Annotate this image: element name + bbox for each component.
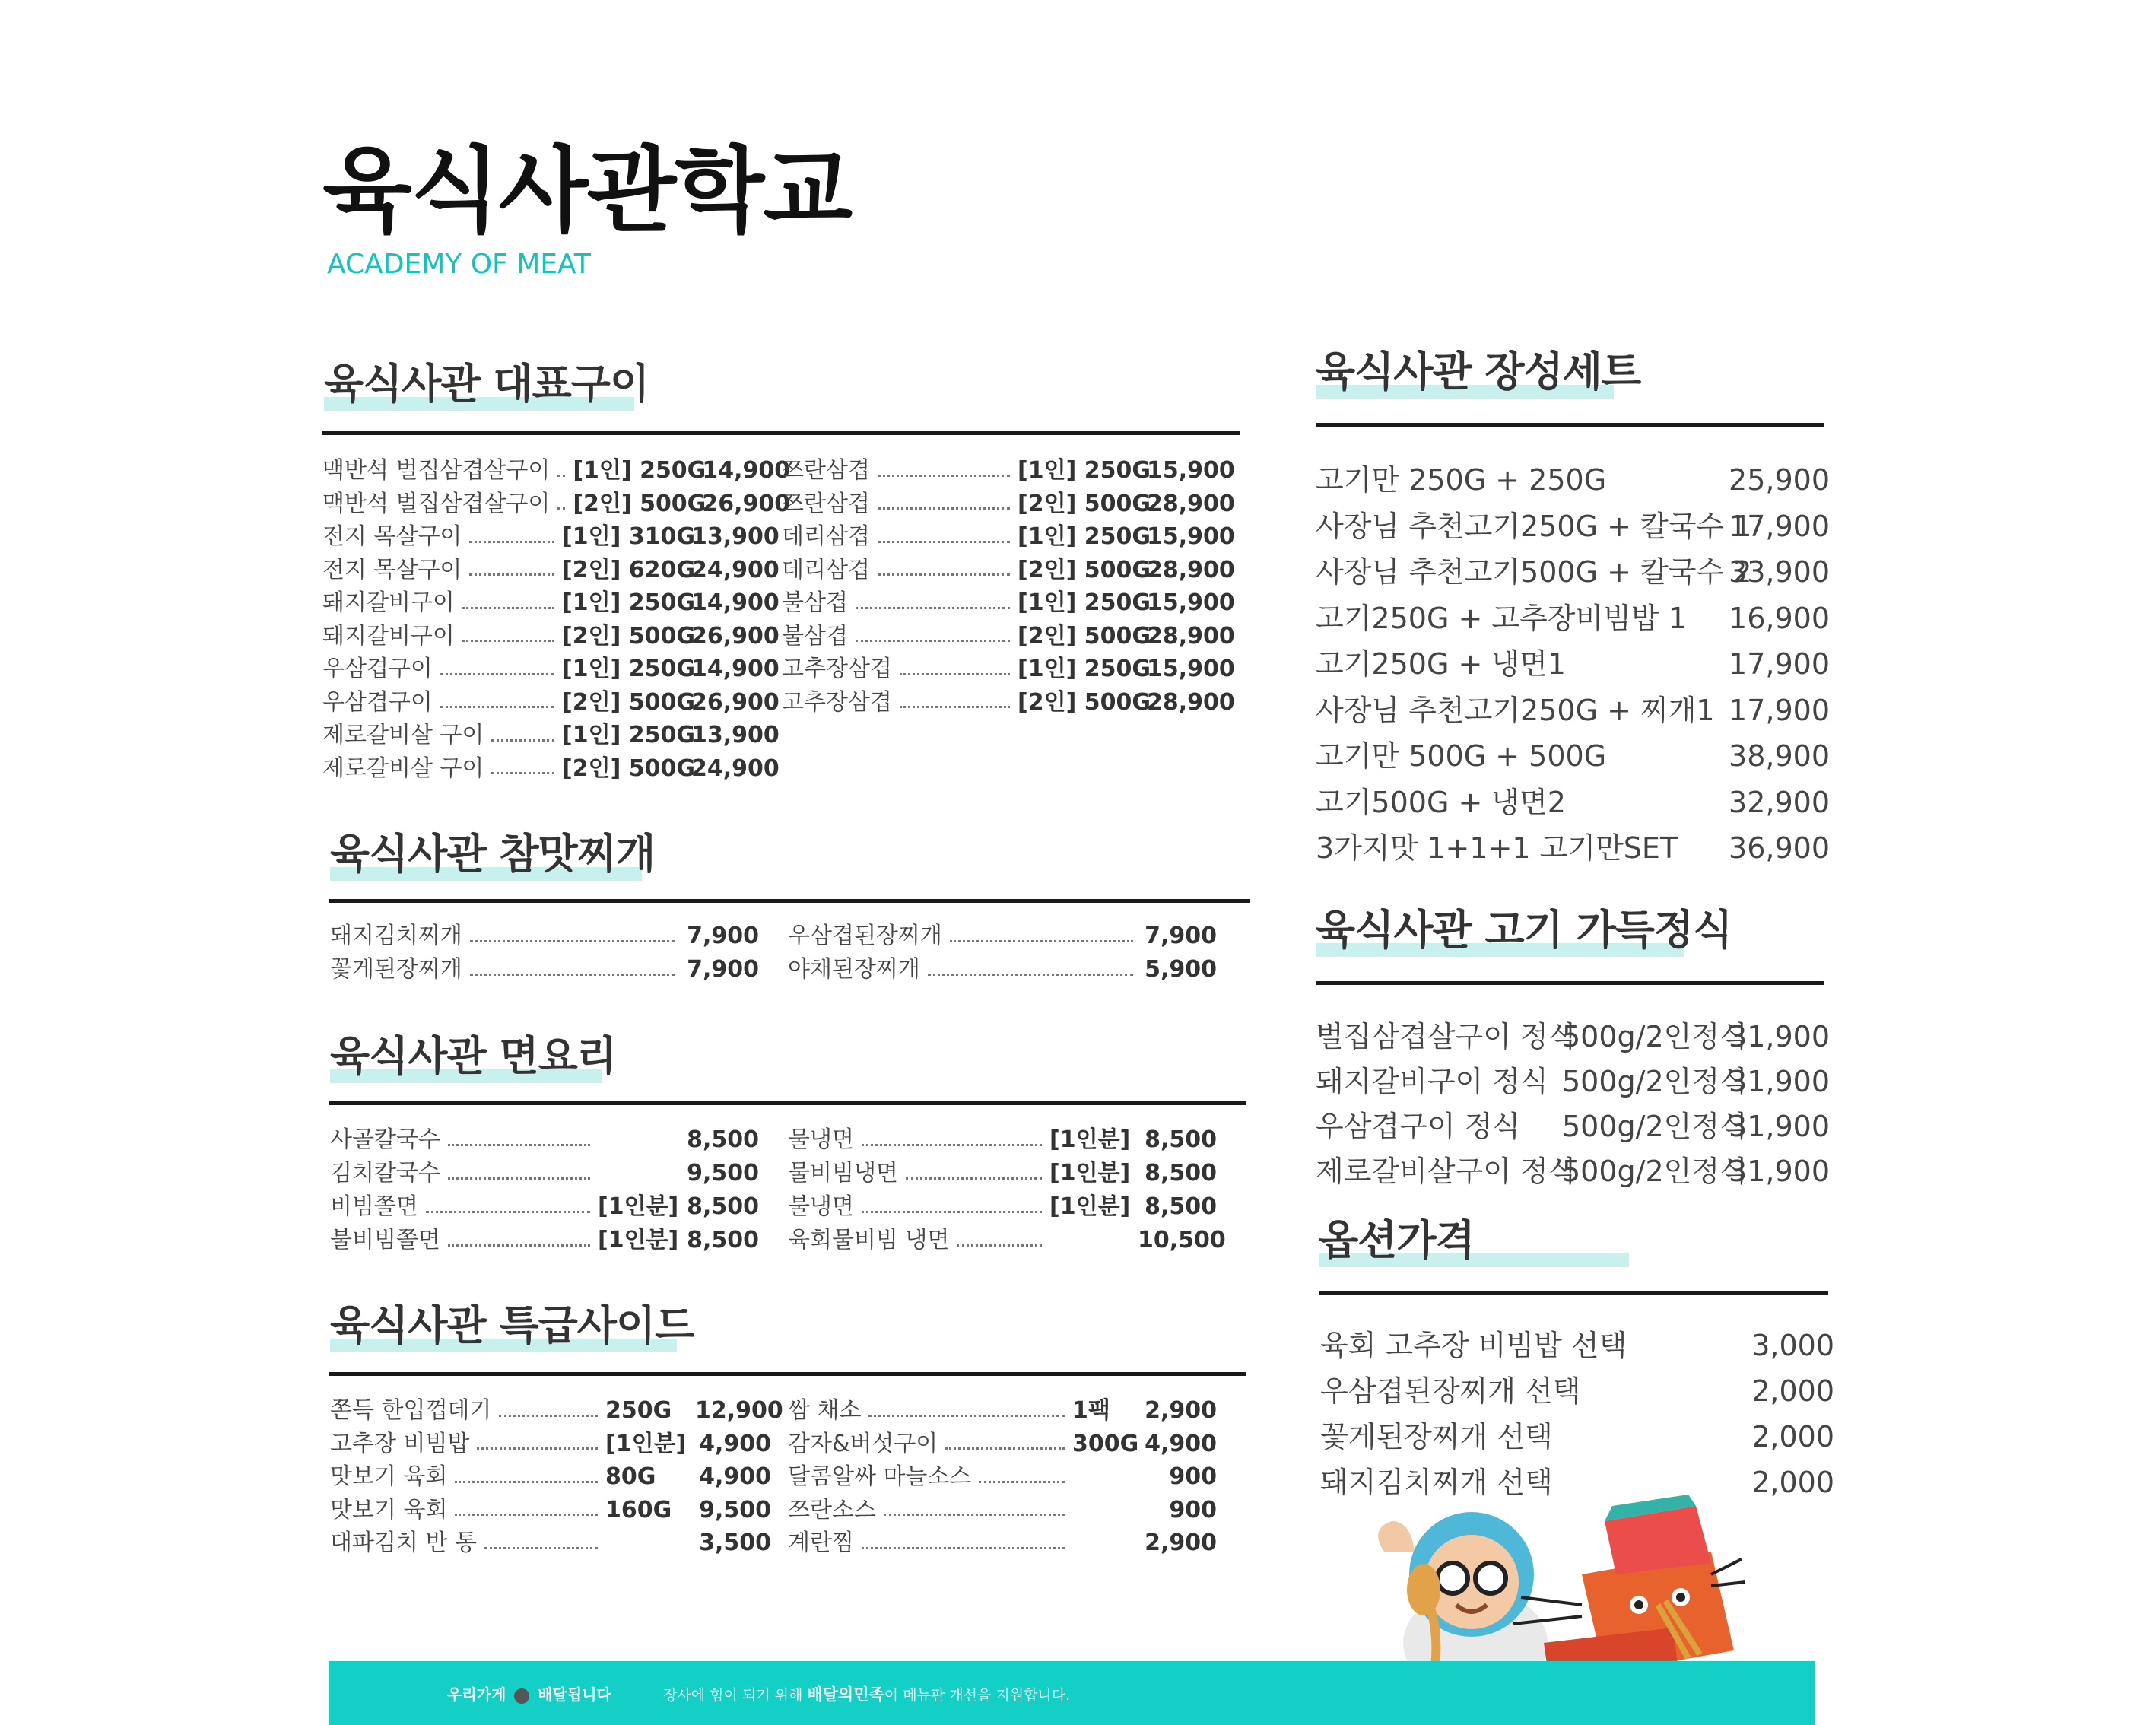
leader-dots [455,1514,598,1516]
menu-item [322,622,780,650]
leader-dots [878,541,1010,543]
menu-item-name: 우삼겹된장찌개 선택 [1320,1374,1581,1408]
leader-dots [440,706,554,708]
leader-dots [868,1415,1065,1417]
menu-item-price: 36,900 [1729,831,1830,865]
menu-item [330,1229,759,1252]
section-rule [329,1101,1246,1105]
menu-item-size: [1인] 250G [562,656,695,682]
footer-delivery-text: 우리가게 배달됩니다 [447,1685,611,1704]
menu-item-name: 데리삼겹 [782,556,870,583]
menu-item-name: 전지 목살구이 [322,523,462,550]
menu-item-name: 불삼겹 [782,622,848,650]
menu-item [1316,1157,1830,1186]
menu-item [1316,555,1830,589]
menu-item-size: [1인] 250G [1018,656,1151,682]
menu-item-price: 7,900 [687,956,759,983]
menu-item-size: 80G [605,1463,656,1490]
menu-item-name: 쯔란삼겹 [782,457,870,484]
menu-item-size: [1인분] [1049,1193,1131,1220]
menu-item-price: 24,900 [691,754,780,782]
menu-item-size: [2인] 620G [562,556,695,583]
leader-dots [484,1547,598,1549]
menu-item-name: 맥반석 벌집삼겹살구이 [322,490,551,517]
menu-item-size: [1인분] [598,1227,679,1253]
menu-item-size: [2인] 500G [1018,490,1151,517]
leader-dots [979,1481,1065,1483]
menu-item [788,1227,1226,1253]
menu-item [1316,693,1830,727]
menu-item [330,1430,771,1457]
menu-item-price: 8,500 [687,1126,759,1153]
leader-dots [878,507,1010,510]
menu-item-name: 감자&버섯구이 [788,1430,938,1457]
menu-item-name: 고기만 250G + 250G [1316,463,1607,497]
menu-item-size: [1인] 310G [562,523,695,550]
leader-dots [856,607,1010,609]
menu-item [322,523,780,550]
menu-item-price: 4,900 [699,1463,771,1490]
section-title: 육식사관 면요리 [330,1032,616,1080]
section-set-heading [1316,348,1641,396]
menu-item-price: 4,900 [699,1430,771,1457]
menu-item [1316,647,1830,681]
menu-item-name: 전지 목살구이 [322,556,462,583]
menu-item-name: 고기250G + 냉면1 [1316,647,1566,681]
menu-item [782,622,1235,650]
menu-item-name: 고기만 500G + 500G [1316,739,1607,773]
leader-dots [557,475,565,477]
menu-item [330,1532,771,1555]
menu-item-price: 16,900 [1729,601,1830,635]
menu-item-size: 500g/2인정식 [1562,1110,1748,1143]
leader-dots [957,1244,1042,1247]
menu-item-price: 26,900 [702,490,791,517]
footer-banner [329,1661,1815,1725]
menu-item-price: 24,900 [691,556,780,583]
menu-item-price: 9,500 [699,1496,771,1523]
menu-item-size: 500g/2인정식 [1562,1020,1748,1053]
leader-dots [470,940,675,942]
menu-item [788,1430,1217,1457]
menu-item-name: 데리삼겹 [782,523,870,550]
menu-item-name: 돼지김치찌개 선택 [1320,1466,1553,1499]
leader-dots [448,1144,590,1146]
menu-item-price: 26,900 [691,622,780,650]
leader-dots [477,1447,598,1450]
menu-item [322,722,780,748]
brand-subtitle: ACADEMY OF MEAT [327,249,591,280]
leader-dots [557,507,565,510]
menu-item-price: 15,900 [1147,589,1235,616]
section-grill-heading [324,360,649,408]
menu-item-size: [2인] 500G [1018,622,1151,650]
menu-item-size: [1인분] [1049,1126,1131,1153]
leader-dots [856,640,1010,642]
leader-dots [462,640,554,642]
menu-item-name: 돼지갈비구이 [322,589,455,616]
menu-item-name: 고추장 비빔밥 [330,1430,470,1457]
menu-item-name: 고추장삼겹 [782,688,892,716]
section-title: 육식사관 참맛찌개 [330,830,656,878]
section-title: 육식사관 특급사이드 [330,1301,694,1349]
menu-item-price: 4,900 [1145,1430,1217,1457]
menu-item-size: [2인] 500G [1018,556,1151,583]
section-title: 육식사관 고기 가득정식 [1316,906,1732,954]
section-rule [329,1372,1246,1376]
menu-item-price: 38,900 [1729,739,1830,773]
menu-item-name: 사장님 추천고기250G + 칼국수 1 [1316,509,1752,543]
menu-item [1316,739,1830,773]
menu-item [1316,831,1830,865]
menu-item [1316,1022,1830,1051]
menu-item-price: 31,900 [1729,1020,1830,1053]
menu-item [330,1126,759,1153]
menu-item-size: [1인분] [1049,1160,1131,1187]
menu-item-name: 육회 고추장 비빔밥 선택 [1320,1329,1627,1362]
menu-item-name: 우삼겹된장찌개 [788,923,942,949]
menu-item-name: 쯔란삼겹 [782,490,870,517]
menu-item-name: 불냉면 [788,1193,854,1220]
menu-item-price: 8,500 [687,1227,759,1253]
menu-item [330,1463,771,1490]
menu-item-name: 고기500G + 냉면2 [1316,785,1566,819]
menu-item [1320,1374,1834,1408]
menu-item-price: 32,900 [1729,785,1830,819]
menu-item [322,688,780,716]
menu-item-name: 맛보기 육회 [330,1463,448,1490]
menu-item-name: 야채된장찌개 [788,956,920,983]
menu-item-price: 14,900 [691,656,780,682]
menu-item [782,457,1235,484]
menu-item-name: 제로갈비살 구이 [322,722,484,748]
menu-item [788,925,1217,948]
leader-dots [906,1177,1042,1180]
menu-item [788,1162,1217,1185]
menu-item-price: 13,900 [691,722,780,748]
leader-dots [900,706,1010,708]
menu-item-name: 돼지갈비구이 정식 [1316,1065,1548,1098]
leader-dots [900,673,1010,675]
menu-item-size: [2인] 500G [562,754,695,782]
menu-item-name: 우삼겹구이 [322,656,433,682]
menu-item-size: 1팩 [1072,1397,1110,1424]
menu-item-size: [1인] 250G [1018,589,1151,616]
menu-item-price: 7,900 [1145,923,1217,949]
menu-item [330,1162,759,1185]
menu-item-price: 28,900 [1147,490,1235,517]
menu-item [322,556,780,583]
menu-item-price: 31,900 [1729,1110,1830,1143]
leader-dots [455,1481,598,1483]
menu-item-name: 고추장삼겹 [782,656,892,682]
menu-item [782,688,1235,716]
menu-item-name: 맛보기 육회 [330,1496,448,1523]
section-title: 육식사관 장성세트 [1316,348,1641,396]
leader-dots [862,1211,1042,1213]
menu-item-name: 계란찜 [788,1530,854,1556]
menu-item-name: 고기250G + 고추장비빔밥 1 [1316,601,1687,635]
menu-item-price: 5,900 [1145,956,1217,983]
baemin-logo: 배달의민족 [807,1685,884,1704]
menu-item-name: 쫀득 한입껍데기 [330,1397,492,1424]
section-meal-heading [1316,906,1732,954]
menu-item-price: 7,900 [687,923,759,949]
menu-item-price: 17,900 [1729,693,1830,727]
menu-item-name: 물냉면 [788,1126,854,1153]
leader-dots [878,475,1010,477]
leader-dots [491,739,554,742]
menu-item [1316,1112,1830,1141]
menu-item-size: [1인] 250G [562,589,695,616]
leader-dots [440,673,554,675]
menu-item-name: 벌집삼겹살구이 정식 [1316,1020,1577,1053]
menu-item [330,1496,771,1523]
section-rule [1316,981,1824,985]
menu-item [788,1193,1217,1220]
leader-dots [470,974,675,976]
menu-item-price: 17,900 [1729,647,1830,681]
leader-dots [862,1144,1042,1146]
menu-item-price: 2,000 [1751,1374,1834,1408]
section-rule [1319,1291,1828,1295]
leader-dots [491,772,554,774]
menu-item-size: [1인] 250G [1018,457,1151,484]
menu-item [1316,1067,1830,1096]
menu-item-price: 15,900 [1147,457,1235,484]
menu-item [782,556,1235,583]
menu-item-price: 31,900 [1729,1155,1830,1188]
menu-item-name: 제로갈비살 구이 [322,754,484,782]
section-side-heading [330,1301,694,1349]
menu-item-size: [1인] 250G [1018,523,1151,550]
brand-title: 육식사관학교 [322,137,852,245]
menu-item-name: 사장님 추천고기250G + 찌개1 [1316,693,1715,727]
menu-item [322,490,791,517]
menu-item-price: 28,900 [1147,622,1235,650]
menu-item [788,1496,1217,1523]
menu-item-name: 쌈 채소 [788,1397,862,1424]
leader-dots [448,1244,590,1247]
menu-item-name: 사장님 추천고기500G + 칼국수 2 [1316,555,1752,589]
leader-dots [469,573,554,576]
leader-dots [462,607,554,609]
menu-item-size: [1인] 250G [573,457,706,484]
menu-item-size: [1인] 250G [562,722,695,748]
menu-item-price: 2,000 [1751,1466,1834,1499]
menu-item-price: 9,500 [687,1160,759,1187]
section-rule [322,431,1240,435]
menu-item-price: 25,900 [1729,463,1830,497]
leader-dots [950,940,1133,942]
menu-item-price: 2,900 [1145,1530,1217,1556]
menu-item-name: 제로갈비살구이 정식 [1316,1155,1577,1188]
menu-item-size: [2인] 500G [562,688,695,716]
menu-item-size: 500g/2인정식 [1562,1065,1748,1098]
menu-item [322,656,780,682]
menu-item-name: 꽃게된장찌개 선택 [1320,1420,1553,1453]
menu-item-price: 13,900 [691,523,780,550]
menu-item-price: 28,900 [1147,688,1235,716]
section-title: 육식사관 대표구이 [324,360,649,408]
menu-item-name: 물비빔냉면 [788,1160,898,1187]
menu-item-size: 250G [605,1397,672,1424]
menu-item [322,457,791,484]
menu-item [330,958,759,981]
menu-item-price: 8,500 [1145,1193,1217,1220]
menu-item-price: 26,900 [691,688,780,716]
menu-item-name: 대파김치 반 통 [330,1530,477,1556]
menu-item-price: 900 [1169,1496,1217,1523]
leader-dots [499,1415,598,1417]
menu-item-name: 맥반석 벌집삼겹살구이 [322,457,551,484]
menu-item-name: 꽃게된장찌개 [330,956,462,983]
menu-item [1320,1422,1834,1451]
leader-dots [878,573,1010,576]
menu-item-price: 31,900 [1729,1065,1830,1098]
menu-item [1320,1331,1834,1360]
menu-item-price: 8,500 [1145,1160,1217,1187]
menu-item-name: 달콤알싸 마늘소스 [788,1463,972,1490]
section-stew-heading [330,830,656,878]
menu-item [782,523,1235,550]
menu-item [782,589,1235,616]
menu-item-price: 3,000 [1751,1329,1834,1362]
menu-item [1316,785,1830,819]
menu-item-price: 15,900 [1147,523,1235,550]
menu-item-size: [1인분] [605,1430,687,1457]
section-rule [1316,423,1824,427]
leader-dots [884,1514,1065,1516]
menu-item-size: [2인] 500G [562,622,695,650]
menu-item [788,1532,1217,1555]
menu-item [330,925,759,948]
menu-item [788,1126,1217,1153]
menu-item-price: 2,900 [1145,1397,1217,1424]
menu-item-name: 육회물비빔 냉면 [788,1227,950,1253]
menu-item-price: 10,500 [1138,1227,1226,1253]
menu-item-size: 160G [605,1496,672,1523]
menu-item-price: 14,900 [691,589,780,616]
menu-item [782,656,1235,682]
leader-dots [448,1177,590,1180]
menu-item-name: 3가지맛 1+1+1 고기만SET [1316,831,1678,865]
menu-item-name: 우삼겹구이 [322,688,433,716]
leader-dots [469,541,554,543]
section-title: 옵션가격 [1319,1216,1475,1264]
leader-dots [862,1547,1065,1549]
menu-item [1316,463,1830,497]
menu-item-price: 900 [1169,1463,1217,1490]
section-noodle-heading [330,1032,616,1080]
menu-item [322,754,780,782]
menu-item-price: 2,000 [1751,1420,1834,1453]
leader-dots [945,1447,1065,1450]
section-rule [329,899,1250,903]
menu-item [1316,509,1830,543]
helmet-icon [514,1688,529,1704]
menu-item [788,1399,1217,1422]
menu-item-name: 쯔란소스 [788,1496,876,1523]
menu-item-price: 15,900 [1147,656,1235,682]
menu-item-price: 3,500 [699,1530,771,1556]
menu-item-name: 불삼겹 [782,589,848,616]
menu-item [788,1463,1217,1490]
menu-item-price: 28,900 [1147,556,1235,583]
menu-item [1316,601,1830,635]
menu-item [330,1193,759,1220]
menu-item-price: 33,900 [1729,555,1830,589]
menu-item-name: 돼지갈비구이 [322,622,455,650]
leader-dots [426,1211,590,1213]
menu-item-name: 사골칼국수 [330,1126,440,1153]
footer-support-text: 장사에 힘이 되기 위해 배달의민족이 메뉴판 개선을 지원합니다. [663,1685,1071,1704]
menu-item-name: 김치칼국수 [330,1160,440,1187]
leader-dots [928,974,1133,976]
menu-item [782,490,1235,517]
menu-item-size: [2인] 500G [573,490,706,517]
menu-item-size: [2인] 500G [1018,688,1151,716]
menu-item-size: [1인분] [598,1193,679,1220]
menu-item-price: 14,900 [702,457,791,484]
menu-item [330,1397,783,1424]
menu-item-price: 17,900 [1729,509,1830,543]
menu-item-name: 불비빔쫄면 [330,1227,440,1253]
menu-item-name: 비빔쫄면 [330,1193,418,1220]
menu-item-size: 500g/2인정식 [1562,1155,1748,1188]
menu-item-price: 8,500 [687,1193,759,1220]
menu-item-price: 12,900 [695,1397,783,1424]
menu-item-name: 우삼겹구이 정식 [1316,1110,1521,1143]
menu-item-name: 돼지김치찌개 [330,923,462,949]
menu-item [788,958,1217,981]
menu-item [322,589,780,616]
menu-item-size: 300G [1072,1430,1139,1457]
menu-item-price: 8,500 [1145,1126,1217,1153]
section-option-heading [1319,1216,1475,1264]
